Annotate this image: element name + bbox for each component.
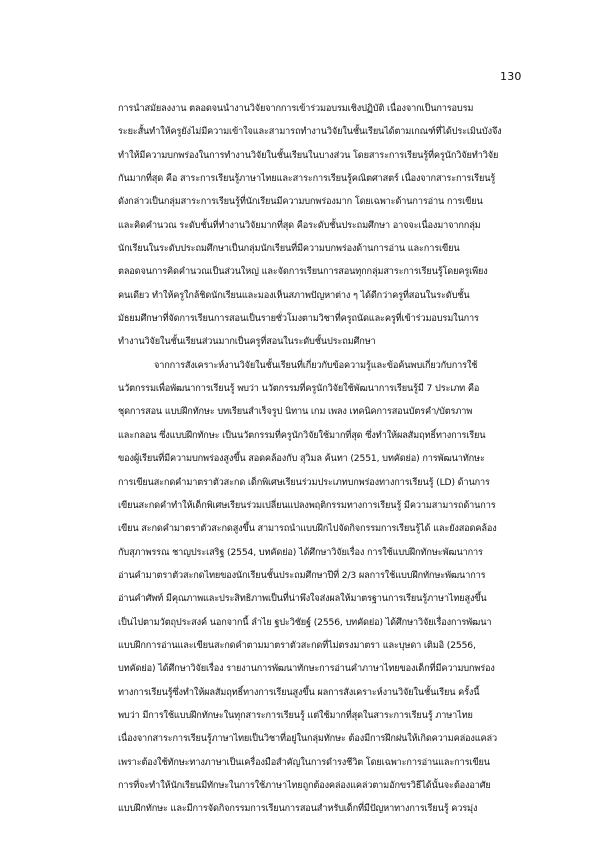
text-line: กันมากที่สุด คือ สาระการเรียนรู้ภาษาไทยและสาระการเรียนรู้คณิตศาสตร์ เนื่องจากสาระการเรียนรู้ [118,173,496,185]
text-line: ดังกล่าวเป็นกลุ่มสาระการเรียนรู้ที่นักเรียนมีความบกพร่องมาก โดยเฉพาะด้านการอ่าน การเขียน [118,196,483,208]
body-text [118,97,528,821]
paragraph [118,354,528,821]
paragraph [118,97,528,354]
text-line: ทางการเรียนรู้ซึ่งทำให้ผลสัมฤทธิ์ทางการเรียนสูงขึ้น ผลการสังเคราะห์งานวิจัยในชั้นเรียน ครั้งนี้ [118,686,480,698]
text-line: นักเรียนในระดับประถมศึกษาเป็นกลุ่มนักเรียนที่มีความบกพร่องด้านการอ่าน และการเขียน [118,243,460,255]
text-line: อ่านคำศัพท์ มีคุณภาพและประสิทธิภาพเป็นที่น่าพึงใจส่งผลให้มาตรฐานการเรียนรู้ภาษาไทยสูงขึ้น [118,593,487,605]
text-line: เขียนสะกดคำทำให้เด็กพิเศษเรียนร่วมเปลี่ยนแปลงพฤติกรรมทางการเรียนรู้ มีความสามารถด้านการ [118,499,496,511]
text-line: เพราะต้องใช้ทักษะทางภาษาเป็นเครื่องมือสำคัญในการดำรงชีวิต โดยเฉพาะการอ่านและการเขียน [118,756,490,768]
text-line: ระยะสั้นทำให้ครูยังไม่มีความเข้าใจและสามารถทำงานวิจัยในชั้นเรียนได้ตามเกณฑ์ที่ได้ประเมินบังจึง [118,126,502,138]
text-line: จากการสังเคราะห์งานวิจัยในชั้นเรียนที่เกี่ยวกับข้อความรู้และข้อค้นพบเกี่ยวกับการใช้ [154,359,478,371]
text-line: บทคัดย่อ) ได้ศึกษาวิจัยเรื่อง รายงานการพัฒนาทักษะการอ่านคำภาษาไทยของเด็กที่มีความบกพร่อง [118,663,495,675]
text-line: กับสุภาพรรณ ชาญประเสริฐ (2554, บทคัดย่อ) ได้ศึกษาวิจัยเรื่อง การใช้แบบฝึกทักษะพัฒนาการ [118,546,483,558]
text-line: ทำให้มีความบกพร่องในการทำงานวิจัยในชั้นเรียนในบางส่วน โดยสาระการเรียนรู้ที่ครูนักวิจัยทำวิจัย [118,149,499,161]
text-line: ตลอดจนการคิดคำนวณเป็นส่วนใหญ่ และจัดการเรียนการสอนทุกกลุ่มสาระการเรียนรู้โดยครูเพียง [118,266,488,278]
text-line: ของผู้เรียนที่มีความบกพร่องสูงขึ้น สอดคล้องกับ สุวิมล ค้นทา (2551, บทคัดย่อ) การพัฒนาทักษะ [118,453,485,465]
text-line: การนำสมัยลงงาน ตลอดจนนำงานวิจัยจากการเข้าร่วมอบรมเชิงปฏิบัติ เนื่องจากเป็นการอบรม [118,103,474,114]
text-line: พบว่า มีการใช้แบบฝึกทักษะในทุกสาระการเรียนรู้ แต่ใช้มากที่สุดในสาระการเรียนรู้ ภาษาไทย [118,709,473,721]
text-line: นวัตกรรมเพื่อพัฒนาการเรียนรู้ พบว่า นวัตกรรมที่ครูนักวิจัยใช้พัฒนาการเรียนรู้มี 7 ประเภท คือ [118,383,480,395]
text-line: แบบฝึกการอ่านและเขียนสะกดคำตามมาตราตัวสะกดที่ไม่ตรงมาตรา และบุษดา เติมอิ (2556, [118,639,476,651]
text-line: ทำงานวิจัยในชั้นเรียนส่วนมากเป็นครูที่สอนในระดับชั้นประถมศึกษา [118,336,376,348]
text-line: เป็นไปตามวัตถุประสงค์ นอกจากนี้ ลำไย ฐปะวิชัยฐ์ (2556, บทคัดย่อ) ได้ศึกษาวิจัยเรื่องการพัฒนา [118,616,492,628]
text-line: และกลอน ซึ่งแบบฝึกทักษะ เป็นนวัตกรรมที่ครูนักวิจัยใช้มากที่สุด ซึ่งทำให้ผลสัมฤทธิ์ทางการเรียน [118,429,486,441]
text-line: ชุดการสอน แบบฝึกทักษะ บทเรียนสำเร็จรูป นิทาน เกม เพลง เทคนิคการสอนบัตรคำ/บัตรภาพ [118,406,473,418]
text-line: และคิดคำนวณ ระดับชั้นที่ทำงานวิจัยมากที่สุด คือระดับชั้นประถมศึกษา อาจจะเนื่องมาจากกลุ่ม [118,219,481,231]
text-line: แบบฝึกทักษะ และมีการจัดกิจกรรมการเรียนการสอนสำหรับเด็กที่มีปัญหาทางการเรียนรู้ ควรมุ่ง [118,803,478,815]
page-number: 130 [500,70,522,83]
text-line: มัธยมศึกษาที่จัดการเรียนการสอนเป็นรายชั่วโมงตามวิชาที่ครูถนัดและครูที่เข้าร่วมอบรมในการ [118,313,479,325]
text-line: การเขียนสะกดคำมาตราตัวสะกด เด็กพิเศษเรียนร่วมประเภทบกพร่องทางการเรียนรู้ (LD) ด้านการ [118,476,490,488]
text-line: อ่านคำมาตราตัวสะกดไทยของนักเรียนชั้นประถมศึกษาปีที่ 2/3 ผลการใช้แบบฝึกทักษะพัฒนาการ [118,569,486,581]
text-line: คนเดียว ทำให้ครูใกล้ชิดนักเรียนและมองเห็นสภาพปัญหาต่าง ๆ ได้ดีกว่าครูที่สอนในระดับชั้น [118,289,470,301]
text-line: เนื่องจากสาระการเรียนรู้ภาษาไทยเป็นวิชาที่อยู่ในกลุ่มทักษะ ต้องมีการฝึกฝนให้เกิดความคล่องแคล่ว [118,733,498,745]
text-line: เขียน สะกดคำมาตราตัวสะกดสูงขึ้น สามารถนำแบบฝึกไปจัดกิจกรรมการเรียนรู้ได้ และยังสอดคล้อง [118,523,497,535]
text-line: การที่จะทำให้นักเรียนมีทักษะในการใช้ภาษาไทยถูกต้องคล่องแคล่วตามอักขรวิธีได้นั้นจะต้องอาศัย [118,779,491,791]
